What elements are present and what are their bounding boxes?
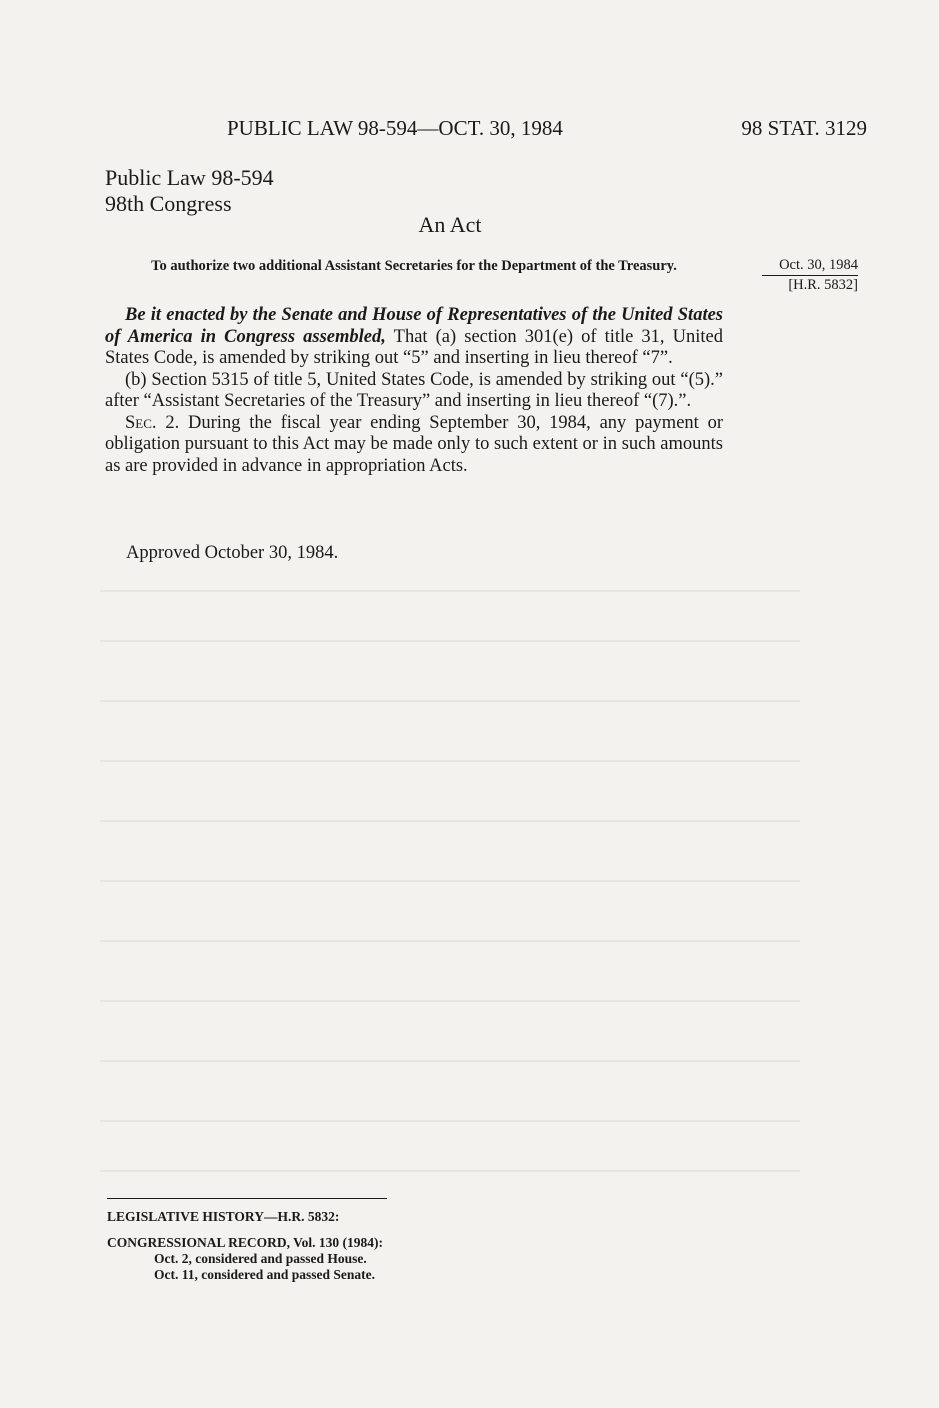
section-2-paragraph (105, 413, 723, 478)
section-1-paragraph-b: (b) Section 5315 of title 5, United States Code, is amended by striking out “(5).” after “Assistant Secretaries of the Treasury” and inserting in lieu thereof “(7).”. (105, 369, 723, 411)
law-identification (105, 165, 274, 217)
bleed-through-line (100, 760, 800, 762)
bleed-through-line (100, 1000, 800, 1002)
legislative-history-heading: LEGISLATIVE HISTORY—H.R. 5832: (107, 1209, 340, 1224)
history-entry: Oct. 2, considered and passed House. (154, 1251, 367, 1266)
section-1-paragraph-a (105, 305, 723, 370)
act-title: An Act (418, 212, 482, 237)
act-body (105, 305, 723, 477)
section-2-text: During the fiscal year ending September 30, 1984, any payment or obligation pursuant to this Act may be made only to such extent or in such amounts as are provided in advance in appropriation Acts. (105, 412, 724, 476)
history-entry: Oct. 11, considered and passed Senate. (154, 1267, 376, 1282)
legislative-history (107, 1209, 383, 1283)
margin-date: Oct. 30, 1984 (762, 256, 858, 276)
bleed-through-line (100, 880, 800, 882)
law-number: Public Law 98-594 (105, 165, 274, 190)
bleed-through-line (100, 820, 800, 822)
act-purpose: To authorize two additional Assistant Secretaries for the Department of the Treasury. (151, 258, 677, 274)
bleed-through-line (100, 940, 800, 942)
footnote-divider (107, 1198, 387, 1199)
section-1a-text: That (a) section 301(e) of title 31, United States Code, is amended by striking out “5” and inserting in lieu thereof “7”. (105, 326, 723, 368)
bleed-through-line (100, 700, 800, 702)
approval-line: Approved October 30, 1984. (126, 543, 339, 563)
congress-label: 98th Congress (105, 191, 232, 216)
congressional-record-label: CONGRESSIONAL RECORD, Vol. 130 (1984): (107, 1235, 384, 1250)
bleed-through-line (100, 590, 800, 592)
bleed-through-line (100, 640, 800, 642)
margin-bill-number: [H.R. 5832] (788, 277, 858, 293)
statute-reference: 98 STAT. 3129 (741, 116, 867, 140)
running-title: PUBLIC LAW 98-594—OCT. 30, 1984 (227, 116, 563, 140)
bleed-through-line (100, 1170, 800, 1172)
bleed-through-line (100, 1120, 800, 1122)
margin-note (762, 256, 858, 294)
enacting-clause: Be it enacted by the Senate and House of Representatives of the United States of America in Congress assembled, (105, 305, 723, 347)
section-2-label: Sec. 2. (125, 412, 180, 433)
bleed-through-line (100, 1060, 800, 1062)
